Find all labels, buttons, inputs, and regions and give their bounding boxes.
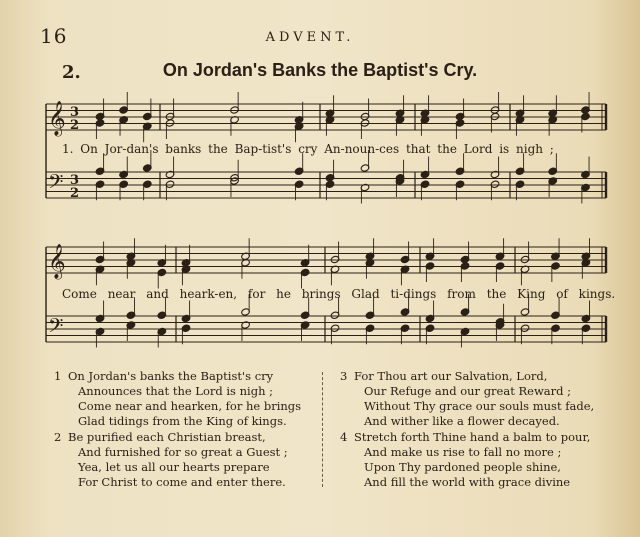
time-signature-bottom: 2 bbox=[70, 118, 80, 133]
verse-line: And wither like a flower decayed. bbox=[364, 414, 560, 428]
verse-line: And fill the world with grace divine bbox=[364, 475, 571, 489]
page-number: 16 bbox=[40, 24, 68, 48]
verse-line: And make us rise to fall no more ; bbox=[364, 445, 562, 459]
verse-line: Stretch forth Thine hand a balm to pour, bbox=[354, 430, 591, 444]
music-lyric-line-2: Come near and heark-en, for he brings Glad ti-dings from the King of kings. bbox=[62, 287, 616, 301]
hymn-title: On Jordan's Banks the Baptist's Cry. bbox=[162, 60, 478, 80]
verse-2 bbox=[54, 430, 288, 490]
verse-line: Announces that the Lord is nigh ; bbox=[78, 384, 274, 398]
time-signature-top: 3 bbox=[70, 105, 80, 120]
music-lyric-line-1: 1. On Jor-dan's banks the Bap-tist's cry An-noun-ces that the Lord is nigh ; bbox=[62, 142, 554, 156]
treble-clef: 𝄞 bbox=[48, 101, 66, 136]
verse-line: Upon Thy pardoned people shine, bbox=[364, 460, 561, 474]
verse-line: Come near and hearken, for he brings bbox=[78, 399, 302, 413]
verse-number: 2 bbox=[54, 430, 62, 444]
verse-line: Be purified each Christian breast, bbox=[68, 430, 266, 444]
bass-clef: 𝄢 bbox=[48, 170, 64, 198]
verse-line: For Christ to come and enter there. bbox=[78, 475, 286, 489]
verse-number: 1 bbox=[54, 369, 62, 383]
verse-line: Without Thy grace our souls must fade, bbox=[364, 399, 595, 413]
verse-3 bbox=[340, 369, 594, 429]
verse-line: Yea, let us all our hearts prepare bbox=[78, 460, 270, 474]
bass-clef: 𝄢 bbox=[48, 314, 64, 342]
running-head: ADVENT. bbox=[265, 30, 355, 45]
verse-line: And furnished for so great a Guest ; bbox=[78, 445, 288, 459]
verse-line: On Jordan's banks the Baptist's cry bbox=[68, 369, 274, 383]
column-divider bbox=[322, 372, 324, 487]
verse-1 bbox=[54, 369, 301, 429]
treble-clef: 𝄞 bbox=[48, 244, 66, 279]
time-signature-bottom: 2 bbox=[70, 186, 80, 201]
verse-line: For Thou art our Salvation, Lord, bbox=[354, 369, 548, 383]
hymn-number: 2. bbox=[62, 62, 81, 83]
verse-number: 4 bbox=[340, 430, 348, 444]
verse-line: Our Refuge and our great Reward ; bbox=[364, 384, 572, 398]
verse-4 bbox=[340, 430, 590, 490]
verse-line: Glad tidings from the King of kings. bbox=[78, 414, 287, 428]
time-signature-top: 3 bbox=[70, 173, 80, 188]
verse-number: 3 bbox=[340, 369, 348, 383]
